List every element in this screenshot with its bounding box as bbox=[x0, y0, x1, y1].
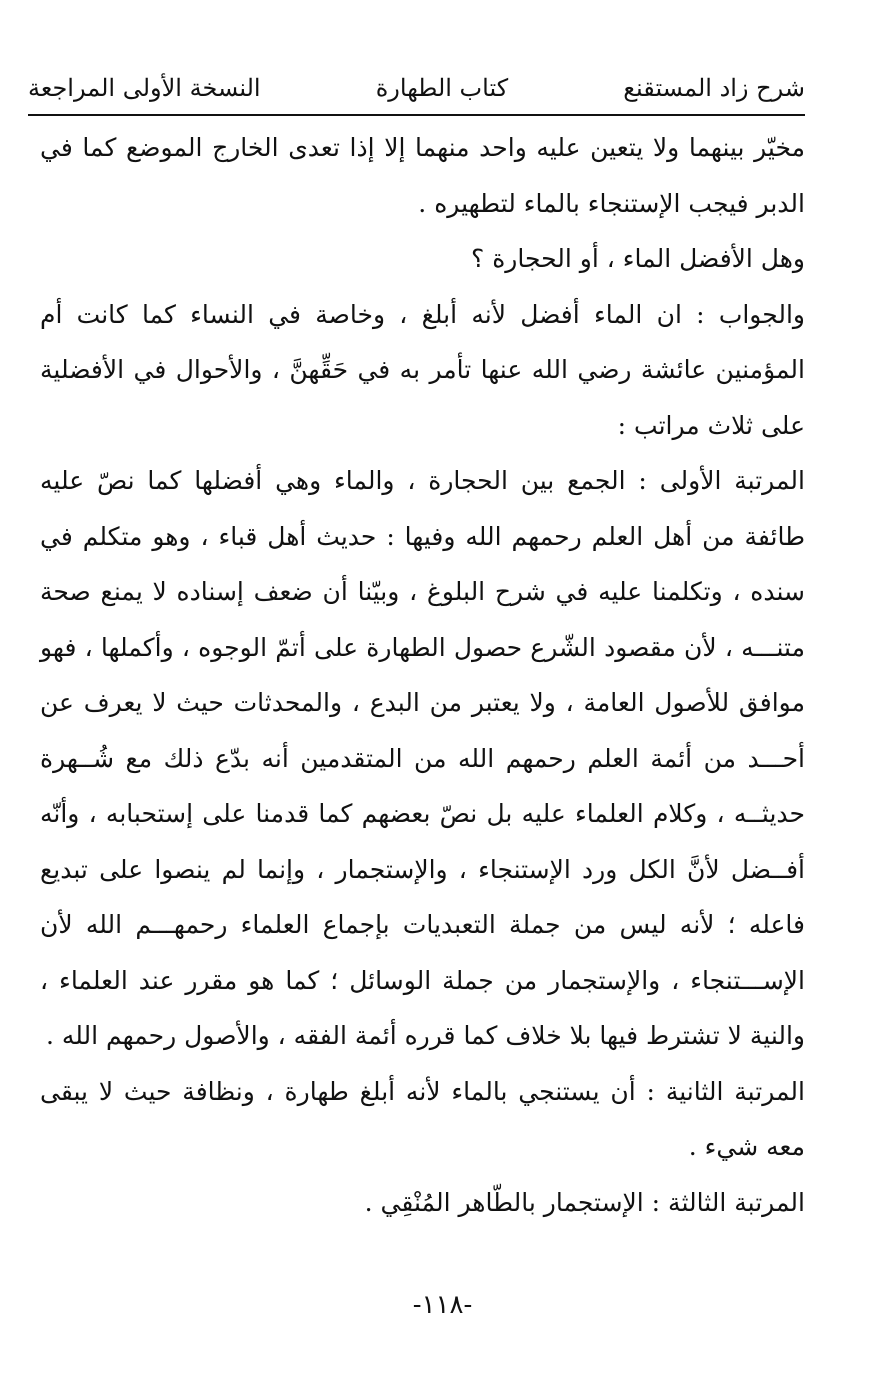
paragraph: المرتبة الثانية : أن يستنجي بالماء لأنه أبلغ طهارة ، ونظافة حيث لا يبقى معه شيء . bbox=[40, 1076, 805, 1161]
header-book-title: شرح زاد المستقنع bbox=[623, 74, 805, 102]
paragraph: وهل الأفضل الماء ، أو الحجارة ؟ bbox=[470, 244, 805, 273]
header-rule bbox=[28, 114, 805, 116]
header-edition: النسخة الأولى المراجعة bbox=[28, 74, 261, 102]
body-text bbox=[40, 120, 805, 1230]
paragraph: والجواب : ان الماء أفضل لأنه أبلغ ، وخاصة في النساء كما كانت أم المؤمنين عائشة رضي الله عنها تأمر به في حَقِّهنَّ ، والأحوال في الأفضلية على ثلاث مراتب : bbox=[40, 299, 805, 440]
header-chapter: كتاب الطهارة bbox=[375, 74, 509, 102]
running-header bbox=[28, 60, 805, 102]
page-number: -١١٨- bbox=[412, 1290, 473, 1320]
paragraph: المرتبة الأولى : الجمع بين الحجارة ، والماء وهي أفضلها كما نصّ عليه طائفة من أهل العلم رحمهم الله وفيها : حديث أهل قباء ، وهو متكلم في سنده ، وتكلمنا عليه في شرح البلوغ ، وبيّنا أن ضعف إسناده لا يمنع صحة متنـــه ، لأن مقصود الشّرع حصول الطهارة على أتمّ الوجوه ، وأكملها ، فهو موافق للأصول العامة ، ولا يعتبر من البدع ، والمحدثات حيث لا يعرف عن أحـــد من أئمة العلم رحمهم الله من المتقدمين أنه بدّع ذلك مع شُــهرة حديثــه ، وكلام العلماء عليه بل نصّ بعضهم كما قدمنا على إستحبابه ، وأنّه أفــضل لأنَّ الكل ورد الإستنجاء ، والإستجمار ، وإنما لم ينصوا على تبديع فاعله ؛ لأنه ليس من جملة التعبديات بإجماع العلماء رحمهـــم الله لأن الإســـتنجاء ، والإستجمار من جملة الوسائل ؛ كما هو مقرر عند العلماء ، والنية لا تشترط فيها بلا خلاف كما قرره أئمة الفقه ، والأصول رحمهم الله . bbox=[40, 466, 805, 1050]
paragraph: المرتبة الثالثة : الإستجمار بالطّاهر المُنْقِي . bbox=[364, 1187, 805, 1217]
paragraph: مخيّر بينهما ولا يتعين عليه واحد منهما إلا إذا تعدى الخارج الموضع كما في الدبر فيجب الإستنجاء بالماء لتطهيره . bbox=[40, 133, 805, 218]
